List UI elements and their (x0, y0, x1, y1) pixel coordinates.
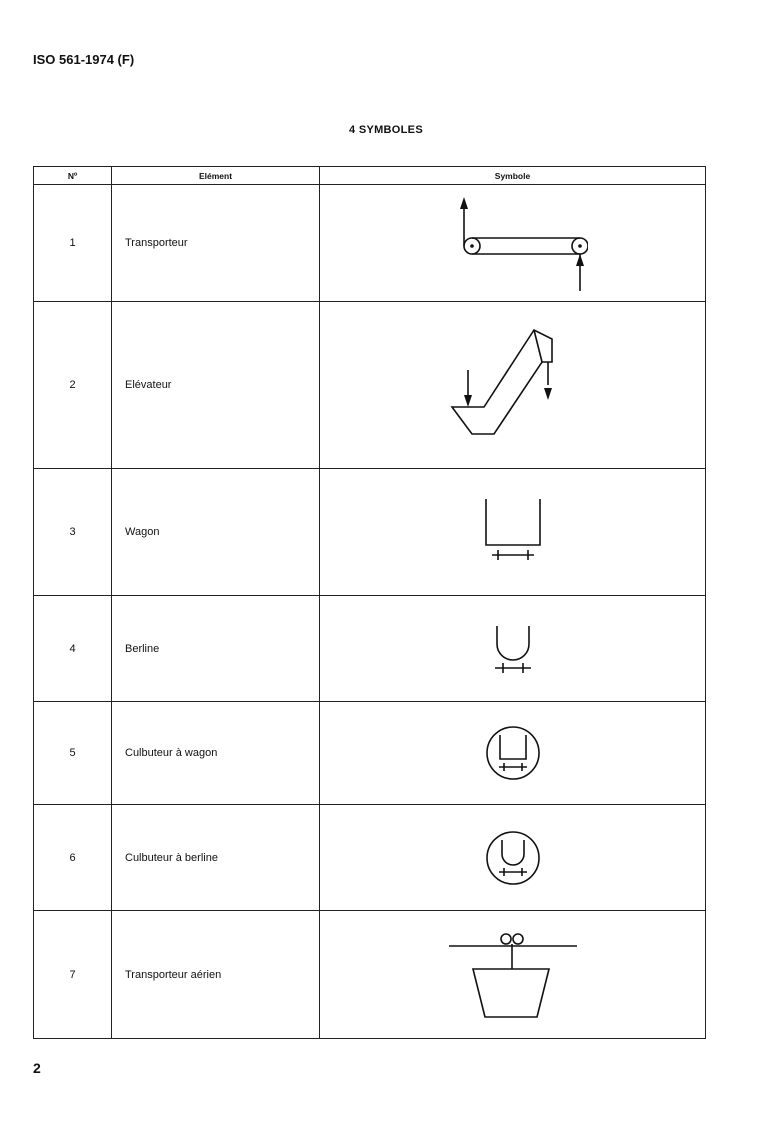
table-row (34, 702, 706, 805)
belt-conveyor-symbol (438, 193, 588, 293)
row-element: Elévateur (112, 302, 320, 469)
symbol-cell (320, 702, 706, 805)
document-id: ISO 561-1974 (F) (33, 52, 135, 67)
row-element: Culbuteur à berline (112, 805, 320, 911)
row-element: Culbuteur à wagon (112, 702, 320, 805)
page-number: 2 (33, 1060, 41, 1076)
row-number: 2 (34, 302, 112, 469)
wagon-symbol (478, 497, 548, 567)
table-row (34, 911, 706, 1039)
table-row (34, 469, 706, 596)
table-row (34, 805, 706, 911)
aerial-ropeway-symbol (443, 927, 583, 1023)
mine-car-symbol (486, 623, 540, 675)
table-row (34, 596, 706, 702)
elevator-symbol (448, 315, 578, 455)
table-row (34, 302, 706, 469)
table-header-row (34, 167, 706, 185)
symbol-cell (320, 185, 706, 302)
row-number: 1 (34, 185, 112, 302)
table-row (34, 185, 706, 302)
column-header-number: Nº (34, 167, 112, 185)
row-number: 3 (34, 469, 112, 596)
row-number: 7 (34, 911, 112, 1039)
wagon-tipper-symbol (483, 723, 543, 783)
row-element: Wagon (112, 469, 320, 596)
mine-car-tipper-symbol (483, 828, 543, 888)
column-header-element: Elément (112, 167, 320, 185)
row-number: 6 (34, 805, 112, 911)
row-element: Berline (112, 596, 320, 702)
row-element: Transporteur (112, 185, 320, 302)
row-number: 5 (34, 702, 112, 805)
symbol-cell (320, 805, 706, 911)
symbol-cell (320, 911, 706, 1039)
symbol-cell (320, 302, 706, 469)
row-element: Transporteur aérien (112, 911, 320, 1039)
row-number: 4 (34, 596, 112, 702)
symbols-table (33, 166, 706, 1039)
symbol-cell (320, 596, 706, 702)
section-title: 4 SYMBOLES (349, 124, 423, 136)
column-header-symbol: Symbole (320, 167, 706, 185)
symbol-cell (320, 469, 706, 596)
